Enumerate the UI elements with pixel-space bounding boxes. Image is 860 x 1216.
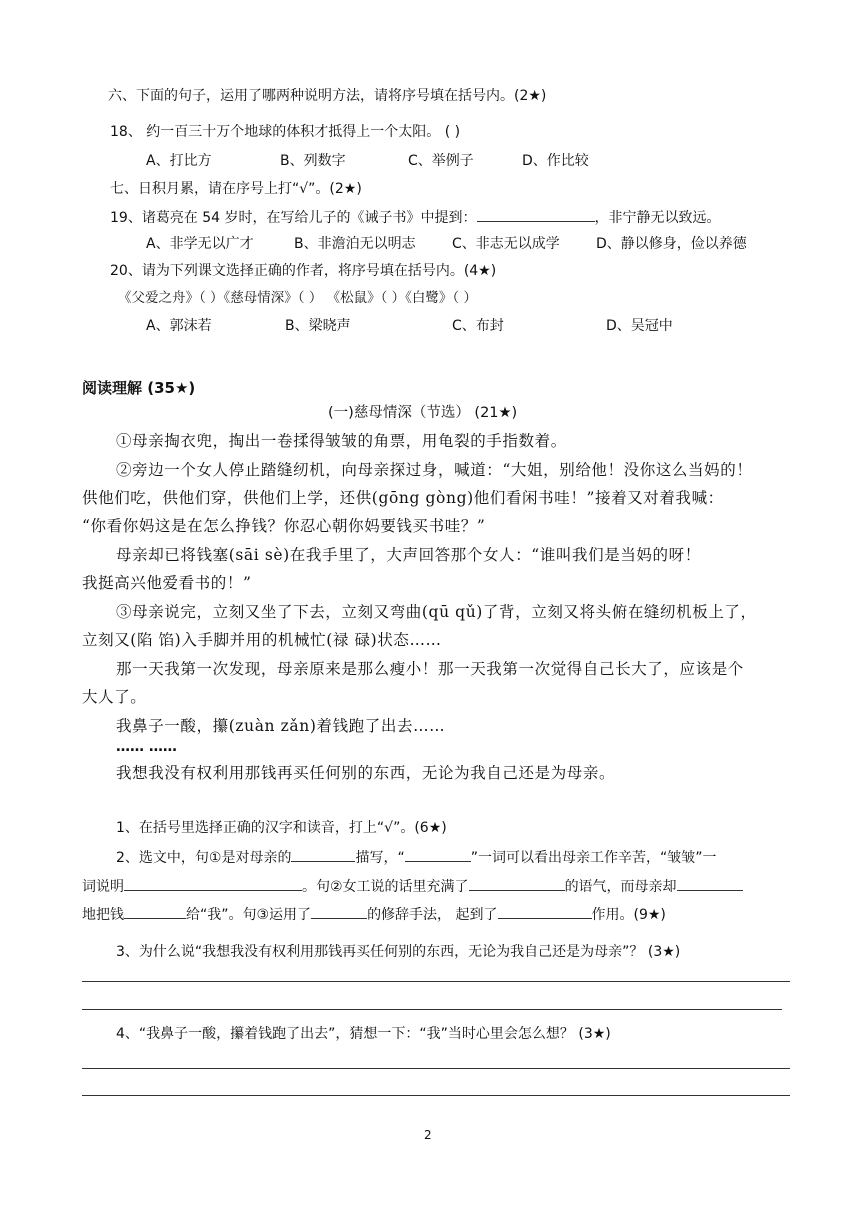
text: 地把钱	[82, 907, 124, 923]
question-19-text-end: ，非宁静无以致远。	[594, 210, 721, 226]
answer-line[interactable]	[82, 981, 790, 982]
answer-line[interactable]	[82, 1095, 790, 1096]
passage-line: ②旁边一个女人停止踏缝纫机，向母亲探过身，喊道：“大姐，别给他！没你这么当妈的！	[116, 461, 753, 479]
text: 作用。(9★)	[591, 907, 666, 923]
text: 。句②女工说的话里充满了	[302, 879, 469, 895]
section-six-heading: 六、下面的句子，运用了哪两种说明方法，请将序号填在括号内。(2★)	[108, 88, 547, 104]
option-b: B、非澹泊无以明志	[294, 236, 416, 252]
answer-blank[interactable]	[677, 876, 743, 891]
option-a: A、非学无以广才	[146, 236, 254, 252]
option-a: A、打比方	[146, 153, 212, 169]
passage-line: 我鼻子一酸，攥(zuàn zǎn)着钱跑了出去……	[116, 717, 446, 735]
question-19-blank[interactable]	[477, 207, 595, 222]
passage-ellipsis: …… ……	[116, 739, 177, 755]
text: 词说明	[82, 879, 124, 895]
answer-blank[interactable]	[469, 876, 565, 891]
passage-line: 那一天我第一次发现，母亲原来是那么瘦小！那一天我第一次觉得自己长大了，应该是个	[116, 660, 744, 678]
section-seven-heading: 七、日积月累，请在序号上打“√”。(2★)	[110, 181, 362, 197]
option-a: A、郭沫若	[146, 318, 212, 334]
option-d: D、静以修身，俭以养德	[596, 236, 747, 252]
option-c: C、举例子	[408, 153, 474, 169]
passage-line: 供他们吃，供他们穿，供他们上学，还供(gōng gòng)他们看闲书哇！”接着又对着我喊：	[82, 489, 724, 507]
reading-question-2-line-3	[82, 904, 666, 925]
reading-question-2-line-2	[82, 876, 743, 897]
question-19-text: 19、诸葛亮在 54 岁时，在写给儿子的《诫子书》中提到：	[110, 210, 477, 226]
passage-line: ①母亲掏衣兜，掏出一卷揉得皱皱的角票，用龟裂的手指数着。	[116, 432, 567, 450]
passage-title: (一)慈母情深（节选） (21★)	[328, 405, 518, 421]
option-d: D、吴冠中	[606, 318, 673, 334]
answer-blank[interactable]	[291, 847, 355, 862]
passage-line: ③母亲说完，立刻又坐了下去，立刻又弯曲(qū qǔ)了背，立刻又将头俯在缝纫机板上了，	[116, 603, 757, 621]
answer-blank[interactable]	[311, 904, 367, 919]
reading-question-4: 4、“我鼻子一酸，攥着钱跑了出去”，猜想一下：“我”当时心里会怎么想？ (3★)	[116, 1026, 611, 1042]
reading-question-2-line-1	[116, 847, 717, 868]
answer-blank[interactable]	[405, 847, 471, 862]
answer-blank[interactable]	[124, 876, 302, 891]
reading-section-title: 阅读理解 (35★)	[82, 379, 196, 397]
answer-blank[interactable]	[498, 904, 592, 919]
reading-question-3: 3、为什么说“我想我没有权利用那钱再买任何别的东西，无论为我自己还是为母亲”？ (3★)	[116, 944, 681, 960]
text: 的修辞手法， 起到了	[367, 907, 498, 923]
question-20: 20、请为下列课文选择正确的作者，将序号填在括号内。(4★)	[110, 263, 497, 279]
reading-question-1: 1、在括号里选择正确的汉字和读音，打上“√”。(6★)	[116, 820, 447, 836]
answer-line[interactable]	[82, 1068, 790, 1069]
passage-line: 我挺高兴他爱看书的！”	[82, 574, 252, 592]
answer-line[interactable]	[82, 1009, 782, 1010]
question-20-works: 《父爱之舟》（ ）《慈母情深》（ ） 《松鼠》（ ）《白鹭》（ ）	[118, 290, 477, 306]
question-18: 18、 约一百三十万个地球的体积才抵得上一个太阳。 ( )	[110, 124, 461, 140]
page-number: 2	[424, 1128, 432, 1142]
text: 的语气，而母亲却	[564, 879, 677, 895]
question-19	[110, 207, 721, 228]
passage-line: 大人了。	[82, 688, 147, 706]
text: 描写，“	[355, 850, 405, 866]
text: 给“我”。句③运用了	[186, 907, 312, 923]
option-c: C、布封	[452, 318, 504, 334]
option-b: B、列数字	[280, 153, 346, 169]
option-c: C、非志无以成学	[452, 236, 560, 252]
option-b: B、梁晓声	[285, 318, 351, 334]
passage-line: “你看你妈这是在怎么挣钱？你忍心朝你妈要钱买书哇？”	[82, 517, 486, 535]
answer-blank[interactable]	[124, 904, 186, 919]
passage-line: 我想我没有权利用那钱再买任何别的东西，无论为我自己还是为母亲。	[116, 764, 616, 782]
passage-line: 母亲却已将钱塞(sāi sè)在我手里了，大声回答那个女人：“谁叫我们是当妈的呀！	[116, 546, 701, 564]
text: ”一词可以看出母亲工作辛苦，“皱皱”一	[470, 850, 717, 866]
passage-line: 立刻又(陷 馅)入手脚并用的机械忙(禄 碌)状态……	[82, 631, 442, 649]
option-d: D、作比较	[522, 153, 589, 169]
text: 2、选文中，句①是对母亲的	[116, 850, 292, 866]
